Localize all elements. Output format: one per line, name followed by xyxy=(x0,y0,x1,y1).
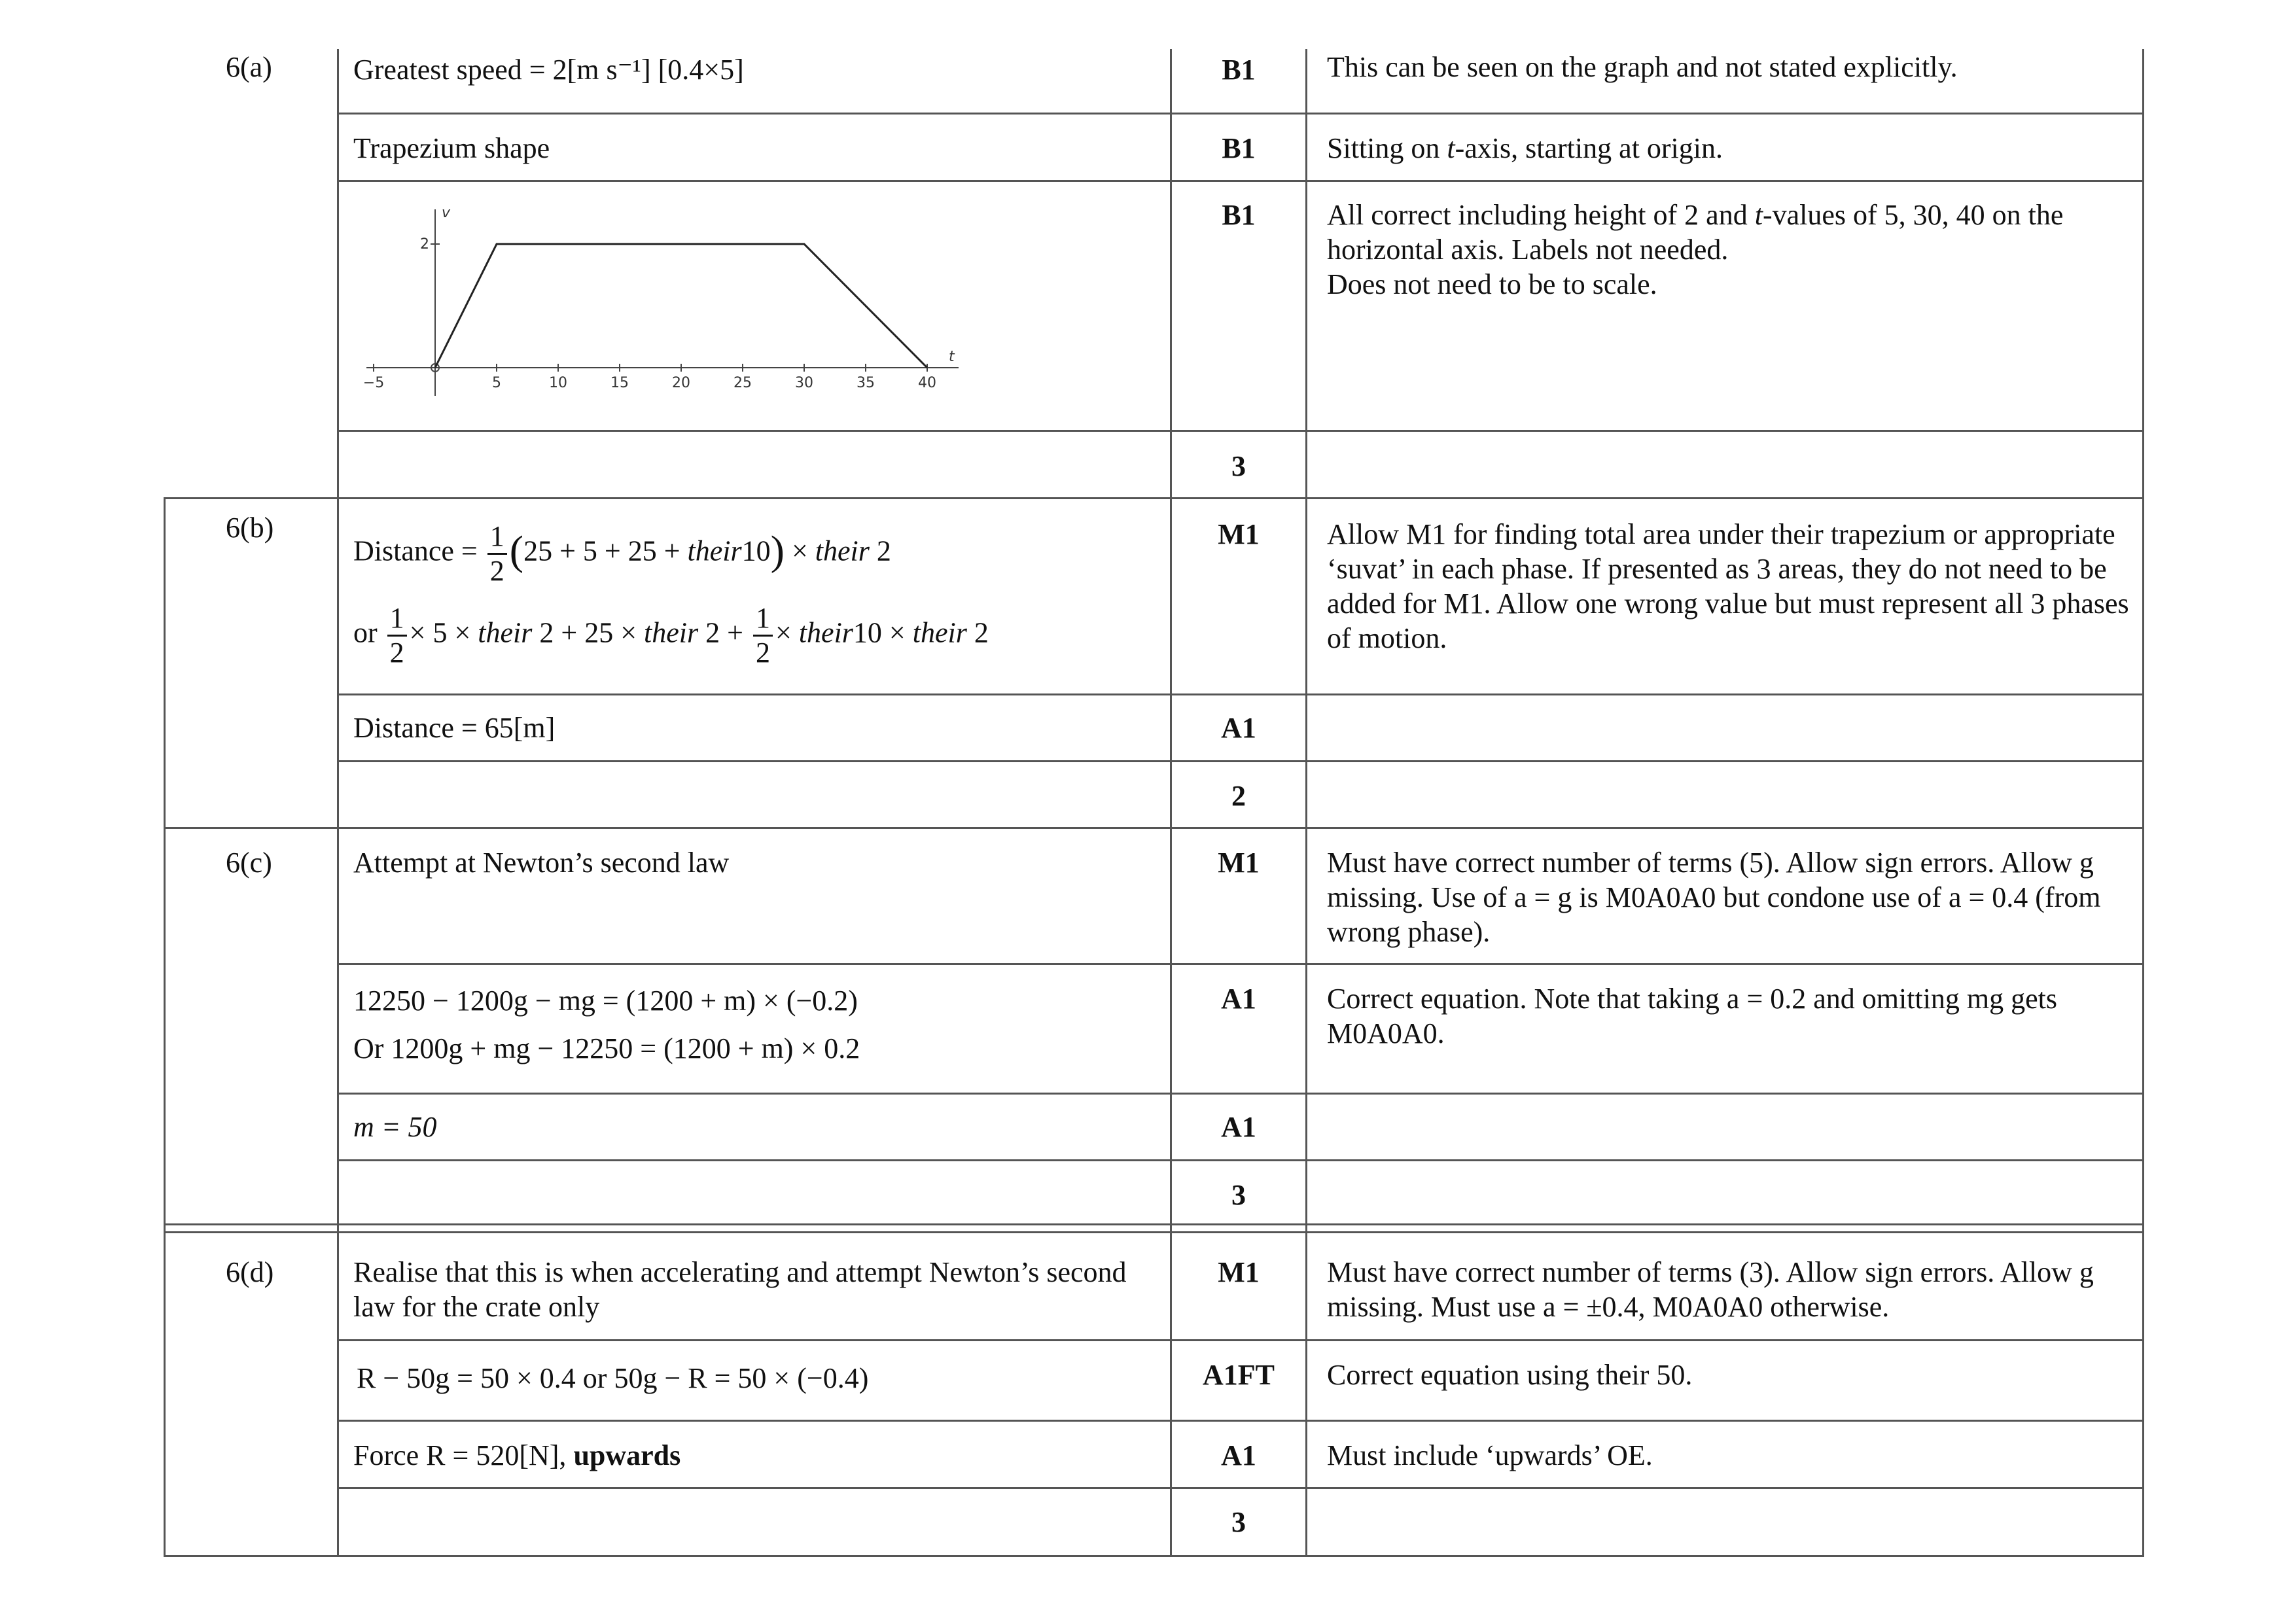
rule-line xyxy=(164,497,166,1557)
mark-6b-1: M1 xyxy=(1218,518,1260,550)
t-axis-label: t xyxy=(949,349,955,365)
mark-6d-3: A1 xyxy=(1221,1439,1256,1471)
guidance-6b-1: Allow M1 for finding total area under their trapezium or appropriate ‘suvat’ in each phase. If presented as 3 areas, they do not need to be added for M1. Allow one wrong value but must represent all 3 phases of motion. xyxy=(1327,518,2129,654)
rule-line xyxy=(338,1339,2144,1341)
guidance-6a-3: All correct including height of 2 and t-values of 5, 30, 40 on the horizontal axis. Labels not needed. Does not need to be to scale. xyxy=(1327,199,2064,300)
rule-line xyxy=(164,497,2144,499)
rule-line xyxy=(338,693,2144,695)
question-label-6d: 6(d) xyxy=(226,1256,274,1288)
t-tick-label: 5 xyxy=(492,375,501,391)
rule-line xyxy=(337,49,339,1557)
mark-6a-2: B1 xyxy=(1222,132,1256,164)
guidance-6d-1: Must have correct number of terms (3). Allow sign errors. Allow g missing. Must use a = ±0.4, M0A0A0 otherwise. xyxy=(1327,1256,2094,1323)
guidance-6c-2: Correct equation. Note that taking a = 0.2 and omitting mg gets M0A0A0. xyxy=(1327,983,2058,1049)
guidance-6d-2: Correct equation using their 50. xyxy=(1327,1359,1693,1391)
trapezium-line xyxy=(435,244,927,368)
rule-line xyxy=(338,963,2144,965)
answer-distance-65: Distance = 65[m] xyxy=(353,712,556,744)
t-tick-label: 40 xyxy=(918,375,936,391)
distance-equation-1: Distance = $\frac{1}{2}$ (25 + 5 + 25 + their10) × their 2 xyxy=(353,520,891,587)
mark-6c-1: M1 xyxy=(1218,847,1260,879)
rule-line xyxy=(1170,49,1172,1557)
equation-6c-1: 12250 − 1200g − mg = (1200 + m) × (−0.2) xyxy=(353,985,858,1017)
rule-line xyxy=(164,1231,2144,1233)
mark-6c-2: A1 xyxy=(1221,983,1256,1015)
rule-line xyxy=(338,1159,2144,1161)
question-label-6c: 6(c) xyxy=(226,847,272,879)
t-tick-label: 20 xyxy=(672,375,690,391)
mark-6a-3: B1 xyxy=(1222,199,1256,231)
rule-line xyxy=(338,1420,2144,1422)
answer-greatest-speed: Greatest speed = 2[m s⁻¹] [0.4×5] xyxy=(353,54,744,86)
rule-line xyxy=(338,1093,2144,1095)
answer-trapezium-shape: Trapezium shape xyxy=(353,132,550,164)
mark-6b-2: A1 xyxy=(1221,712,1256,744)
guidance-6a-1: This can be seen on the graph and not stated explicitly. xyxy=(1327,51,1958,83)
equation-6d-1: R − 50g = 50 × 0.4 or 50g − R = 50 × (−0.4) xyxy=(357,1362,869,1394)
t-tick-label: 15 xyxy=(610,375,629,391)
t-tick-label: 10 xyxy=(549,375,567,391)
distance-equation-2: or $\frac{1}{2}$ × 5 × their 2 + 25 × their 2 + $\frac{1}{2}$ × their10 × their 2 xyxy=(353,602,989,669)
answer-m-equals-50: m = 50 xyxy=(353,1111,437,1143)
t-tick-label: 25 xyxy=(733,375,752,391)
v-axis-label: v xyxy=(442,205,451,221)
total-6b: 2 xyxy=(1231,780,1246,812)
rule-line xyxy=(164,827,2144,829)
total-6d: 3 xyxy=(1231,1506,1246,1538)
rule-line xyxy=(2142,49,2144,1557)
rule-line xyxy=(338,1487,2144,1489)
guidance-6d-3: Must include ‘upwards’ OE. xyxy=(1327,1439,1653,1471)
t-tick-label: 35 xyxy=(857,375,875,391)
rule-line xyxy=(164,1555,2144,1557)
mark-6a-1: B1 xyxy=(1222,54,1256,86)
v-tick-label: 2 xyxy=(420,236,429,253)
answer-newtons-second-law: Attempt at Newton’s second law xyxy=(353,847,730,879)
guidance-6a-2: Sitting on t-axis, starting at origin. xyxy=(1327,132,1723,164)
guidance-6c-1: Must have correct number of terms (5). Allow sign errors. Allow g missing. Use of a = g is M0A0A0 but condone use of a = 0.4 (from wrong phase). xyxy=(1327,847,2101,948)
question-label-6b: 6(b) xyxy=(226,512,274,544)
mark-6d-1: M1 xyxy=(1218,1256,1260,1288)
t-tick-label: 30 xyxy=(795,375,813,391)
question-label-6a: 6(a) xyxy=(226,51,272,83)
mark-6d-2: A1FT xyxy=(1203,1359,1275,1391)
answer-force-upwards: Force R = 520[N], upwards xyxy=(353,1439,681,1471)
answer-realise-accelerating: Realise that this is when accelerating and attempt Newton’s second law for the crate only xyxy=(353,1256,1127,1323)
rule-line xyxy=(338,180,2144,182)
total-6c: 3 xyxy=(1231,1179,1246,1211)
mark-6c-3: A1 xyxy=(1221,1111,1256,1143)
total-6a: 3 xyxy=(1231,450,1246,482)
t-tick-label: −5 xyxy=(362,375,385,391)
rule-line xyxy=(338,430,2144,432)
rule-line xyxy=(164,1223,2144,1225)
rule-line xyxy=(1305,49,1307,1557)
equation-6c-2: Or 1200g + mg − 12250 = (1200 + m) × 0.2 xyxy=(353,1032,860,1064)
rule-line xyxy=(338,760,2144,762)
velocity-time-graph xyxy=(353,196,968,406)
rule-line xyxy=(338,113,2144,114)
